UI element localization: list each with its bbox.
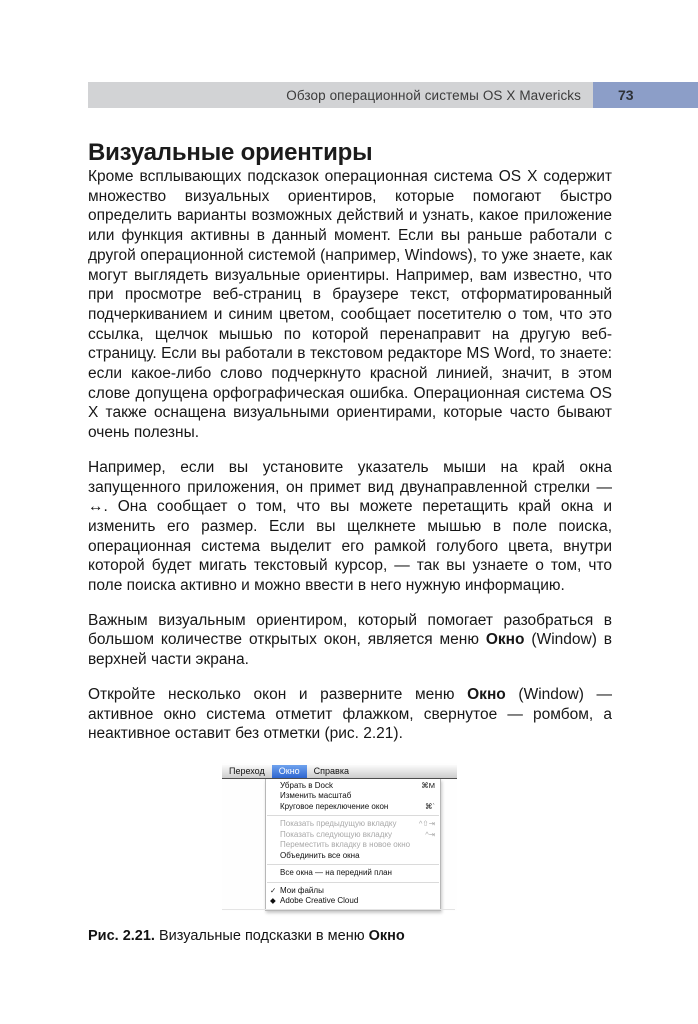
paragraph-4-text-end: (Window) — активное окно система отметит флажком, свернутое — ромбом, а неактивное оставит без отметки (рис. 2.21).	[88, 685, 612, 743]
menu-separator	[267, 864, 439, 865]
paragraph-3-text: Важным визуальным ориентиром, который помогает разобраться в большом количестве открытых окон, является меню	[88, 611, 612, 649]
menu-item-label: Показать предыдущую вкладку	[280, 819, 397, 829]
menu-item-label: Мои файлы	[280, 885, 324, 895]
paragraph-3-text-end: (Window) в верхней части экрана.	[88, 631, 612, 669]
body-text-column	[88, 167, 612, 945]
figure-caption	[88, 927, 612, 945]
paragraph-4	[88, 685, 612, 744]
menu-separator	[267, 882, 439, 883]
menu-item-label: Показать следующую вкладку	[280, 829, 392, 839]
caption-label: Рис. 2.21.	[88, 927, 155, 944]
menu-item	[266, 886, 440, 897]
page-title: Визуальные ориентиры	[88, 139, 373, 167]
menu-separator	[267, 815, 439, 816]
menu-item-label: Объединить все окна	[280, 850, 360, 860]
menubar-item-okno: Окно	[272, 765, 307, 778]
menu-item-label: Все окна — на передний план	[280, 868, 392, 878]
page-number: 73	[618, 87, 634, 103]
paragraph-3-bold-word: Окно	[485, 631, 525, 649]
figure-bottom-edge	[222, 909, 455, 910]
caption-bold-word: Окно	[368, 927, 405, 944]
running-head-bar	[88, 82, 593, 108]
menu-item	[266, 802, 440, 813]
diamond-icon: ◆	[270, 896, 276, 906]
running-head-title: Обзор операционной системы OS X Mavericks	[286, 87, 581, 103]
menu-item-shortcut: ^⇥	[425, 829, 435, 839]
menu-item	[266, 896, 440, 907]
paragraph-2: Например, если вы установите указатель мыши на край окна запущенного приложения, он примет вид двунаправленной стрелки — ↔. Она сообщает о том, что вы можете перетащить край окна и изменить его размер. Если вы щелкнете мышью в поле поиска, операционная система выделит его рамкой голубого цвета, внутри которой будет мигать текстовый курсор, — так вы узнаете о том, что поле поиска активно и можно ввести в него нужную информацию.	[88, 458, 612, 595]
menu-item-shortcut: ^⇧⇥	[418, 819, 435, 829]
paragraph-4-bold-word: Окно	[467, 685, 506, 703]
menubar-item-spravka: Справка	[313, 765, 349, 776]
menu-item-label: Круговое переключение окон	[280, 801, 389, 811]
caption-text: Визуальные подсказки в меню	[154, 927, 369, 944]
menu-item-label: Изменить масштаб	[280, 791, 352, 801]
menu-item	[266, 830, 440, 841]
menu-item-label: Переместить вкладку в новое окно	[280, 840, 411, 850]
menu-item-shortcut: ⌘`	[425, 801, 435, 811]
menu-item	[266, 840, 440, 851]
menu-item	[266, 868, 440, 879]
paragraph-1: Кроме всплывающих подсказок операционная система OS X содержит множество визуальных ориентиров, которые помогают быстро определить варианты возможных действий и узнать, какое приложение или функция активны в данный момент. Если вы раньше работали с другой операционной системой (например, Windows), то уже знаете, как могут выглядеть визуальные ориентиры. Например, вам известно, что при просмотре веб-страниц в браузере текст, отформатированный подчеркиванием и синим цветом, сообщает посетителю о том, что это ссылка, щелчок мышью по которой перенаправит на другую веб-страницу. Если вы работали в текстовом редакторе MS Word, то знаете: если какое-либо слово подчеркнуто красной линией, значит, в этом слове допущена орфографическая ошибка. Операционная система OS X также оснащена визуальными ориентирами, которые часто бывают очень полезны.	[88, 168, 612, 442]
paragraph-4-text: Откройте несколько окон и разверните меню	[88, 685, 468, 703]
page-number-box	[593, 82, 698, 108]
menu-item-label: Adobe Creative Cloud	[280, 896, 359, 906]
figure-menu-screenshot	[222, 763, 457, 911]
mac-menubar	[222, 765, 457, 779]
menu-item	[266, 781, 440, 792]
menu-item-label: Убрать в Dock	[280, 780, 333, 790]
menu-item	[266, 851, 440, 862]
running-head	[88, 82, 698, 108]
menubar-item-perekhod: Переход	[229, 765, 265, 776]
menu-item-shortcut: ⌘M	[421, 780, 435, 790]
checkmark-icon: ✓	[270, 885, 277, 895]
paragraph-3	[88, 611, 612, 670]
menu-item	[266, 791, 440, 802]
menu-item	[266, 819, 440, 830]
window-menu-panel	[265, 779, 441, 911]
